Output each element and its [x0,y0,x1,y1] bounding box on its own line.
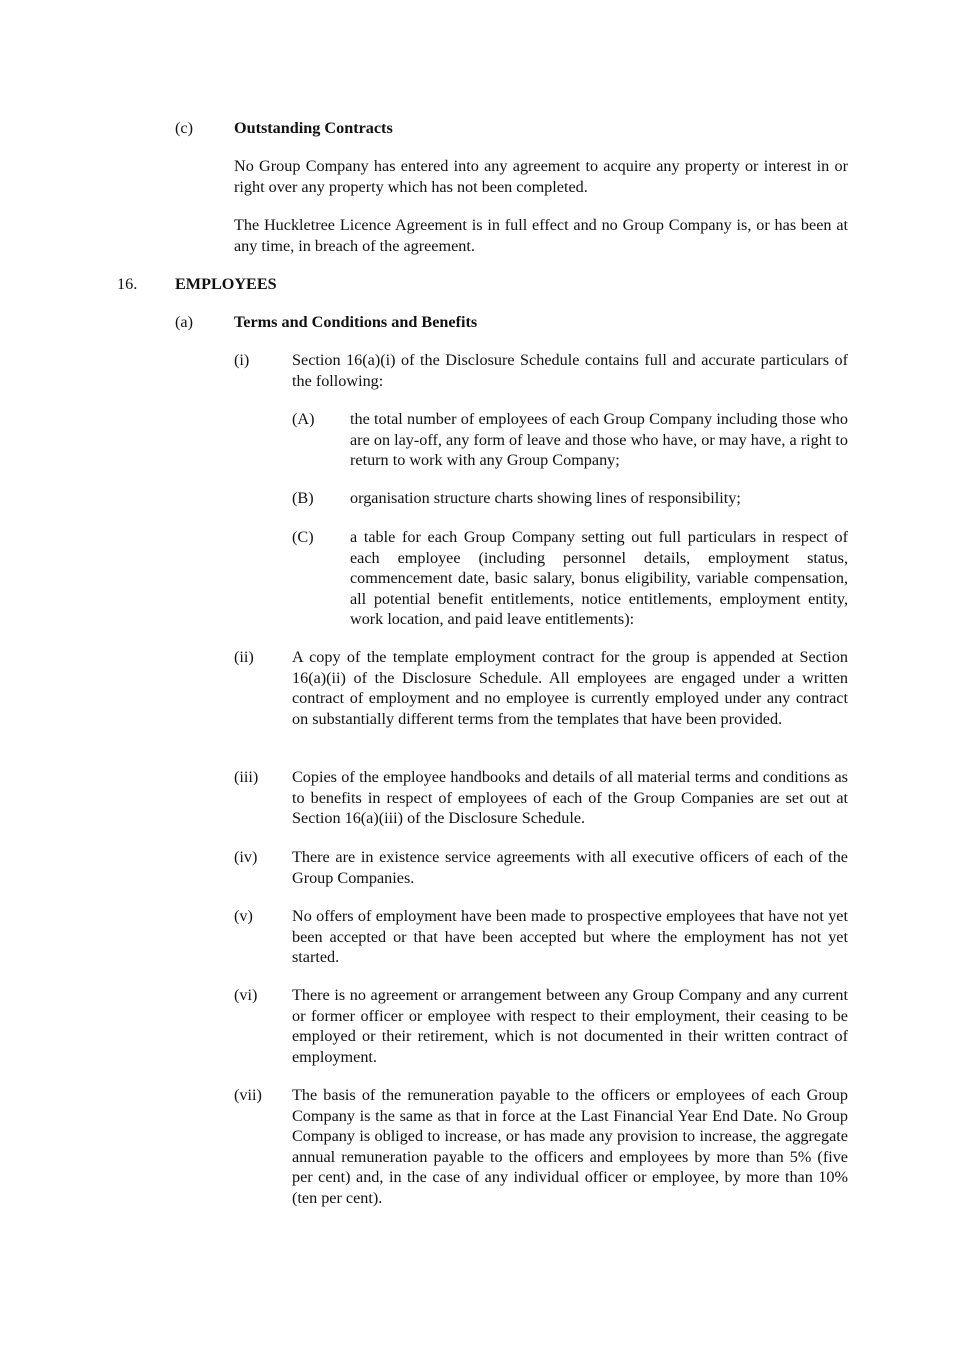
item-label-vii: (vii) [234,1086,262,1104]
clause-heading-outstanding-contracts: Outstanding Contracts [234,119,393,137]
paragraph-outstanding-contracts-1: No Group Company has entered into any agreement to acquire any property or interest in or right over any property which has not been completed. [234,157,848,196]
item-text-ii: A copy of the template employment contract for the group is appended at Section 16(a)(ii) of the Disclosure Schedule. All employees are engaged under a written contract of employment and no employee is currently employed under any contract on substantially different terms from the templates that have been provided. [292,648,848,728]
clause-label-a: (a) [175,313,193,331]
paragraph-outstanding-contracts-2: The Huckletree Licence Agreement is in full effect and no Group Company is, or has been at any time, in breach of the agreement. [234,216,848,255]
item-label-i: (i) [234,351,250,369]
item-text-i: Section 16(a)(i) of the Disclosure Schedule contains full and accurate particulars of the following: [292,351,848,390]
item-label-vi: (vi) [234,986,258,1004]
item-text-vi: There is no agreement or arrangement between any Group Company and any current or former officer or employee with respect to their employment, their ceasing to be employed or their retirement, which is not documented in their written contract of employment. [292,986,848,1066]
item-label-v: (v) [234,907,253,925]
item-label-ii: (ii) [234,648,254,666]
subitem-label-B: (B) [292,489,314,507]
item-text-iv: There are in existence service agreements with all executive officers of each of the Group Companies. [292,848,848,887]
subitem-label-C: (C) [292,528,314,546]
clause-label-c: (c) [175,119,193,137]
clause-heading-terms-conditions-benefits: Terms and Conditions and Benefits [234,313,478,331]
item-label-iv: (iv) [234,848,258,866]
subitem-text-A: the total number of employees of each Group Company including those who are on lay-off, any form of leave and those who have, or may have, a right to return to work with any Group Company; [350,410,848,470]
subitem-label-A: (A) [292,410,315,428]
item-text-vii: The basis of the remuneration payable to the officers or employees of each Group Company is the same as that in force at the Last Financial Year End Date. No Group Company is obliged to increase, or has made any provision to increase, the aggregate annual remuneration payable to the officers and employees by more than 5% (five per cent) and, in the case of any individual officer or employee, by more than 10% (ten per cent). [292,1086,848,1207]
section-heading-employees: EMPLOYEES [175,275,277,293]
item-text-v: No offers of employment have been made to prospective employees that have not yet been accepted or that have been accepted but where the employment has not yet started. [292,907,848,967]
item-text-iii: Copies of the employee handbooks and details of all material terms and conditions as to benefits in respect of employees of each of the Group Companies are set out at Section 16(a)(iii) of the Disclosure Schedule. [292,768,848,828]
subitem-text-C: a table for each Group Company setting out full particulars in respect of each employee (including personnel details, employment status, commencement date, basic salary, bonus eligibility, variable compensation, all potential benefit entitlements, notice entitlements, employment entity, work location, and paid leave entitlements): [350,528,848,629]
section-number-16: 16. [117,275,138,293]
subitem-text-B: organisation structure charts showing lines of responsibility; [350,489,741,507]
item-label-iii: (iii) [234,768,259,786]
